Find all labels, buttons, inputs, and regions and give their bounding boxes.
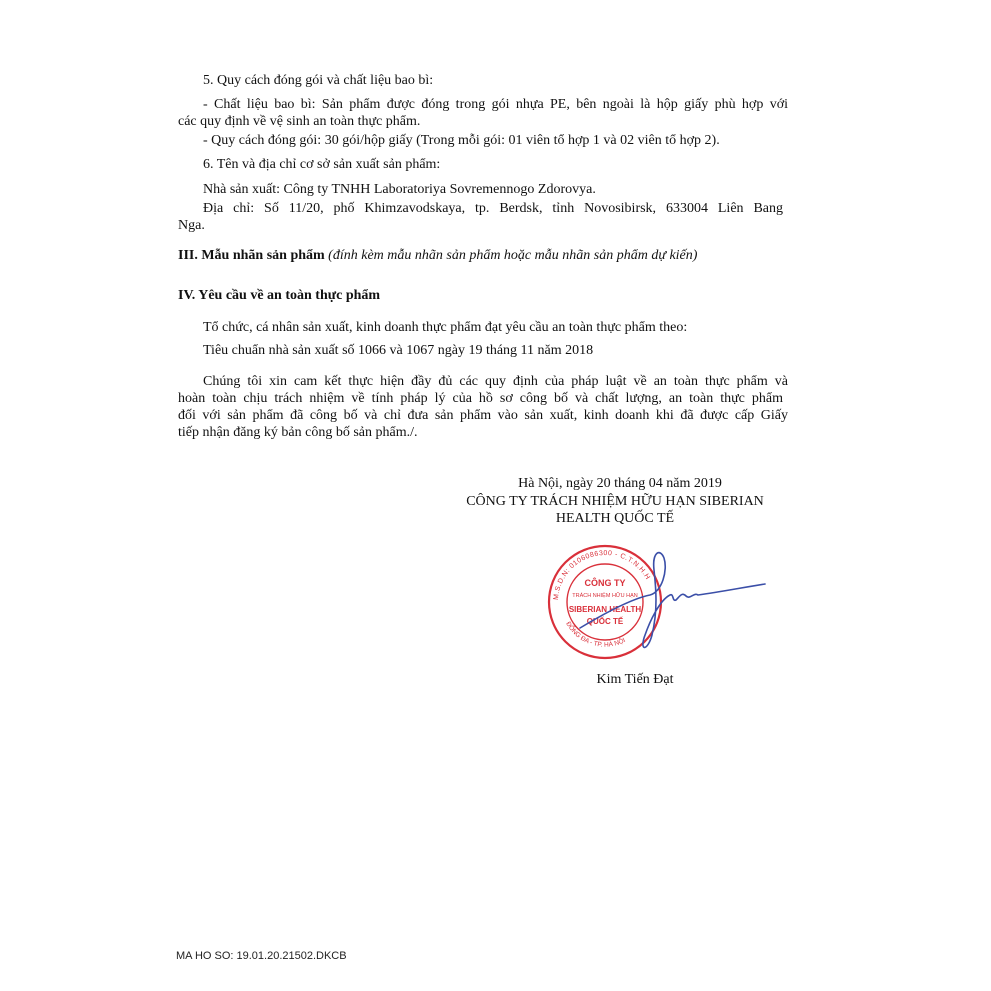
company-stamp [540, 540, 770, 665]
section4-heading: IV. Yêu cầu về an toàn thực phẩm [178, 288, 381, 303]
company-name-line1: CÔNG TY TRÁCH NHIỆM HỮU HẠN SIBERIAN [466, 494, 764, 509]
stamp-line2: TRÁCH NHIỆM HỮU HẠN [572, 593, 638, 599]
commitment-line4: tiếp nhận đăng ký bản công bố sản phẩm./. [178, 425, 418, 440]
company-name-line2: HEALTH QUỐC TẾ [555, 511, 675, 526]
commitment-line3: đối với sản phẩm đã công bố và chỉ đưa sản phẩm vào sản xuất, kinh doanh khi đã được cấp Giấy [178, 408, 788, 423]
stamp-line3: SIBERIAN HEALTH [568, 605, 642, 614]
record-code: MA HO SO: 19.01.20.21502.DKCB [176, 950, 347, 962]
section4-para2: Tiêu chuẩn nhà sản xuất số 1066 và 1067 ngày 19 tháng 11 năm 2018 [203, 343, 594, 358]
section6-address-line1: Địa chỉ: Số 11/20, phố Khimzavodskaya, tp. Berdsk, tỉnh Novosibirsk, 633004 Liên Bang [203, 201, 783, 216]
section5-title: 5. Quy cách đóng gói và chất liệu bao bì: [203, 73, 434, 88]
stamp-outer-ring [549, 546, 661, 658]
section4-para1: Tổ chức, cá nhân sản xuất, kinh doanh thực phẩm đạt yêu cầu an toàn thực phẩm theo: [203, 320, 688, 335]
stamp-line1: CÔNG TY [584, 578, 626, 588]
commitment-line1: Chúng tôi xin cam kết thực hiện đầy đủ các quy định của pháp luật về an toàn thực phẩm và [203, 374, 788, 389]
commitment-line2: hoàn toàn chịu trách nhiệm về tính pháp lý của hồ sơ công bố và chất lượng, an toàn thực phẩm [178, 391, 783, 406]
section6-address-line2: Nga. [178, 218, 205, 233]
signer-name: Kim Tiến Đạt [596, 672, 674, 687]
stamp-line4: QUỐC TẾ [586, 617, 624, 626]
section6-title: 6. Tên và địa chỉ cơ sở sản xuất sản phẩm: [203, 157, 441, 172]
stamp-ring-text: M.S.D.N: 0106086300 - C.T.N.H.H [552, 549, 652, 601]
section6-maker: Nhà sản xuất: Công ty TNHH Laboratoriya Sovremennogo Zdorovya. [203, 182, 596, 197]
section3-heading-line [178, 248, 788, 264]
stamp-bottom-text: ĐỐNG ĐA - TP. HÀ NỘI [564, 620, 627, 649]
stamp-inner-ring [567, 564, 643, 640]
place-date: Hà Nội, ngày 20 tháng 04 năm 2019 [518, 476, 722, 491]
section3-heading: III. Mẫu nhãn sản phẩm [178, 248, 325, 263]
section5-packing: - Quy cách đóng gói: 30 gói/hộp giấy (Trong mỗi gói: 01 viên tổ hợp 1 và 02 viên tổ hợp 2). [203, 133, 720, 148]
handwritten-signature [580, 553, 765, 648]
stamp-seal [549, 546, 661, 658]
section5-material-line1: - Chất liệu bao bì: Sản phẩm được đóng trong gói nhựa PE, bên ngoài là hộp giấy phù hợp với [203, 97, 788, 112]
section5-material-line2: các quy định về vệ sinh an toàn thực phẩm. [178, 114, 421, 129]
section3-note: (đính kèm mẫu nhãn sản phẩm hoặc mẫu nhãn sản phẩm dự kiến) [328, 248, 698, 263]
